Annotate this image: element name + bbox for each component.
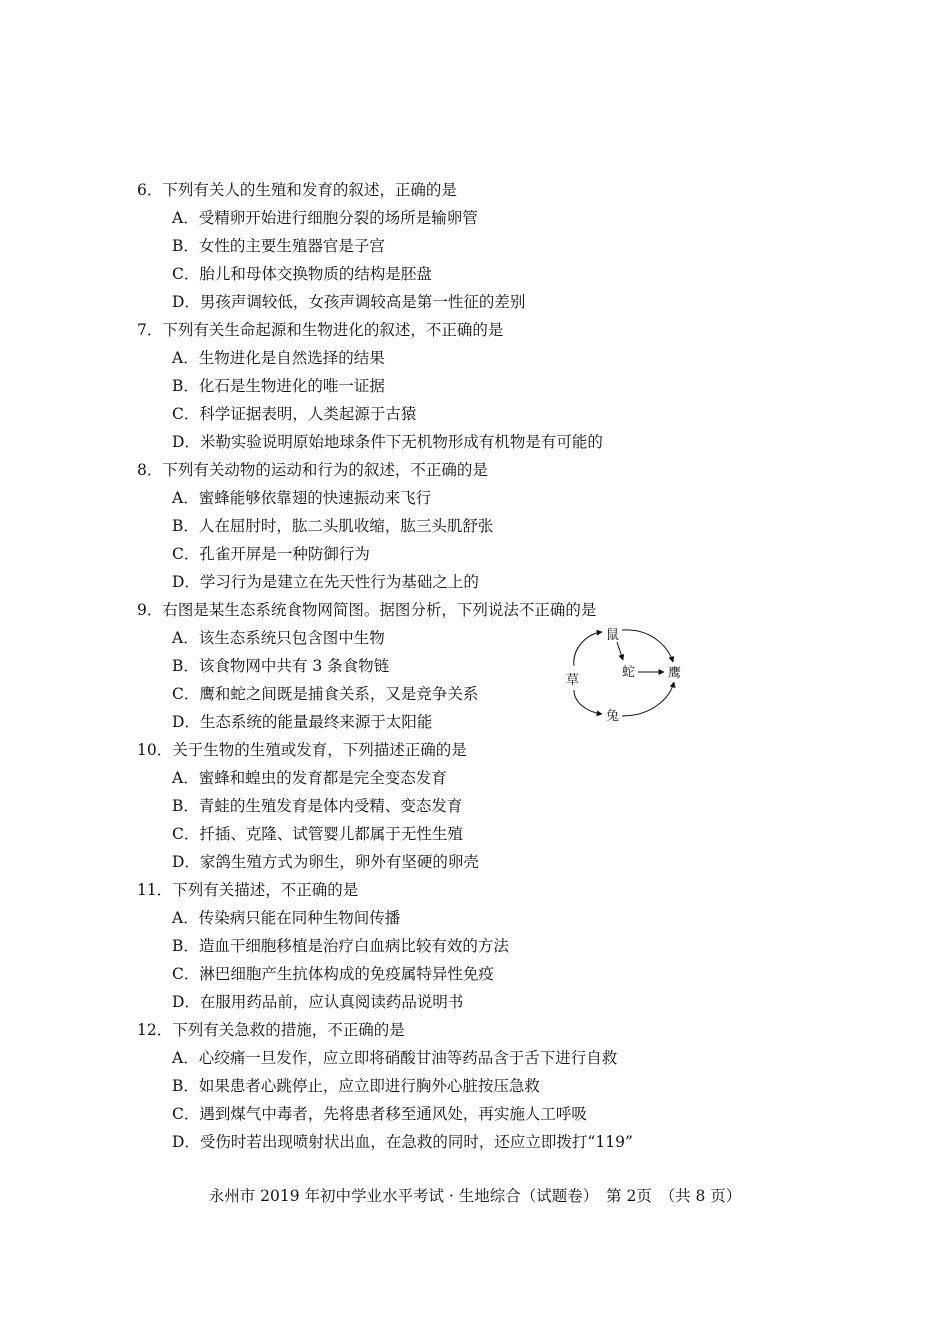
question-12-option-b: B．如果患者心跳停止，应立即进行胸外心脏按压急救: [172, 1077, 540, 1095]
question-8-option-c: C．孔雀开屏是一种防御行为: [172, 545, 370, 563]
arrow-mouse-to-snake: [617, 642, 623, 660]
arrow-grass-to-rabbit: [574, 690, 602, 714]
question-6-option-b: B．女性的主要生殖器官是子宫: [172, 237, 385, 255]
organism-eagle: 鹰: [668, 666, 682, 681]
organism-rabbit: 兔: [606, 709, 620, 724]
question-7-option-a: A．生物进化是自然选择的结果: [172, 349, 385, 367]
question-12-option-d: D．受伤时若出现喷射状出血，在急救的同时，还应立即拨打“119”: [172, 1133, 633, 1151]
question-12-option-c: C．遇到煤气中毒者，先将患者移至通风处，再实施人工呼吸: [172, 1105, 587, 1123]
question-8-option-b: B．人在屈肘时，肱二头肌收缩，肱三头肌舒张: [172, 517, 494, 535]
question-10-option-a: A．蜜蜂和蝗虫的发育都是完全变态发育: [172, 769, 447, 787]
arrow-mouse-to-eagle: [622, 630, 673, 662]
page-footer: 永州市 2019 年初中学业水平考试 · 生地综合（试题卷） 第 2页 （共 8 页）: [208, 1187, 742, 1205]
question-11-option-c: C．淋巴细胞产生抗体构成的免疫属特异性免疫: [172, 965, 494, 983]
question-9-option-a: A．该生态系统只包含图中生物: [172, 629, 385, 647]
question-10-option-b: B．青蛙的生殖发育是体内受精、变态发育: [172, 797, 463, 815]
question-6-option-a: A．受精卵开始进行细胞分裂的场所是输卵管: [172, 209, 478, 227]
question-12-option-a: A．心绞痛一旦发作，应立即将硝酸甘油等药品含于舌下进行自救: [172, 1049, 618, 1067]
question-7-option-b: B．化石是生物进化的唯一证据: [172, 377, 385, 395]
question-9-option-d: D．生态系统的能量最终来源于太阳能: [172, 713, 433, 731]
question-7-stem: 7．下列有关生命起源和生物进化的叙述，不正确的是: [137, 321, 504, 339]
question-11-option-d: D．在服用药品前，应认真阅读药品说明书: [172, 993, 464, 1011]
question-11-option-a: A．传染病只能在同种生物间传播: [172, 909, 401, 927]
question-10-stem: 10．关于生物的生殖或发育，下列描述正确的是: [137, 741, 467, 759]
arrow-grass-to-mouse: [574, 632, 602, 666]
food-web-diagram: [560, 620, 690, 730]
question-8-stem: 8．下列有关动物的运动和行为的叙述，不正确的是: [137, 461, 488, 479]
question-9-stem: 9．右图是某生态系统食物网简图。据图分析，下列说法不正确的是: [137, 601, 597, 619]
question-8-option-a: A．蜜蜂能够依靠翅的快速振动来飞行: [172, 489, 432, 507]
question-9-option-c: C．鹰和蛇之间既是捕食关系，又是竞争关系: [172, 685, 479, 703]
question-7-option-c: C．科学证据表明，人类起源于古猿: [172, 405, 417, 423]
arrow-rabbit-to-eagle: [622, 682, 674, 716]
question-10-option-d: D．家鸽生殖方式为卵生，卵外有坚硬的卵壳: [172, 853, 479, 871]
question-11-option-b: B．造血干细胞移植是治疗白血病比较有效的方法: [172, 937, 509, 955]
question-9-option-b: B．该食物网中共有 3 条食物链: [172, 657, 390, 675]
question-6-stem: 6．下列有关人的生殖和发育的叙述，正确的是: [137, 181, 457, 199]
question-7-option-d: D．米勒实验说明原始地球条件下无机物形成有机物是有可能的: [172, 433, 603, 451]
question-6-option-d: D．男孩声调较低，女孩声调较高是第一性征的差别: [172, 293, 526, 311]
question-10-option-c: C．扦插、克隆、试管婴儿都属于无性生殖: [172, 825, 463, 843]
question-6-option-c: C．胎儿和母体交换物质的结构是胚盘: [172, 265, 432, 283]
question-8-option-d: D．学习行为是建立在先天性行为基础之上的: [172, 573, 479, 591]
organism-grass: 草: [566, 673, 580, 688]
organism-mouse: 鼠: [606, 628, 620, 643]
organism-snake: 蛇: [622, 665, 636, 680]
question-12-stem: 12．下列有关急救的措施，不正确的是: [137, 1021, 405, 1039]
question-11-stem: 11．下列有关描述，不正确的是: [137, 881, 359, 899]
